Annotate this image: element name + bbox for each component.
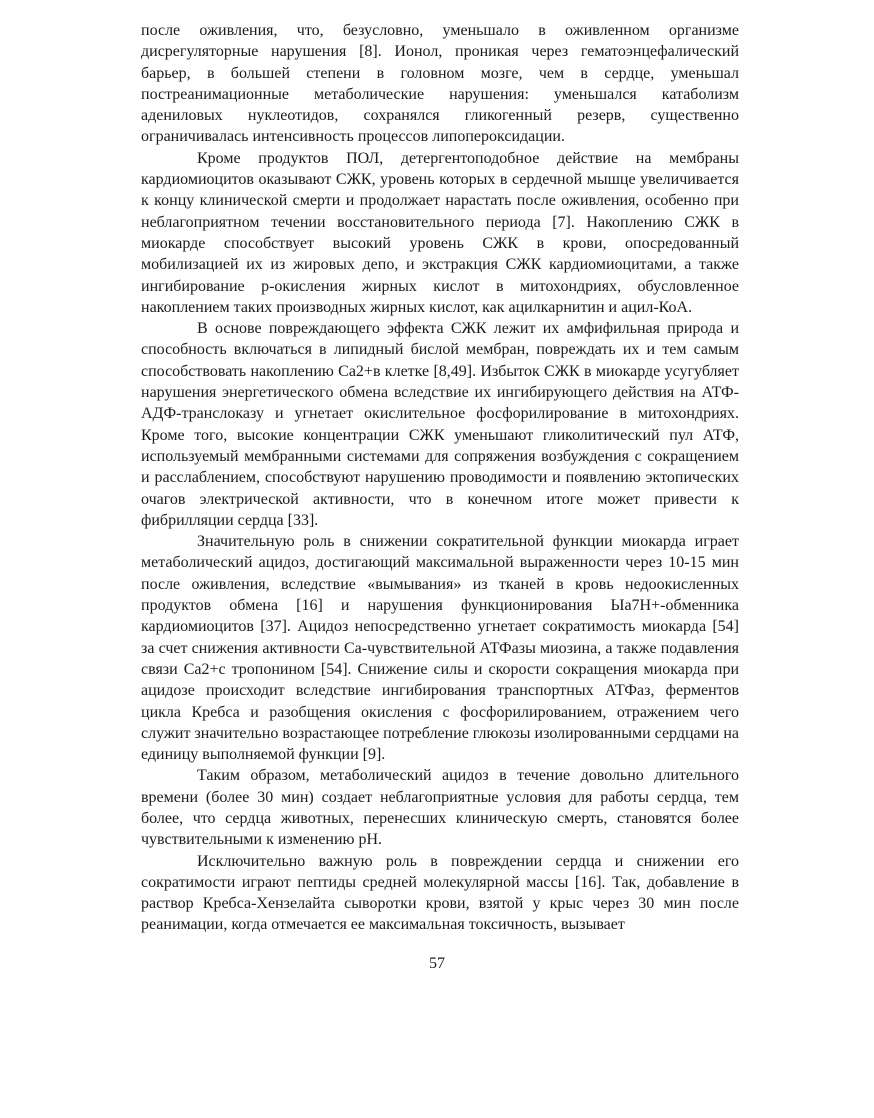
page-number: 57 [429, 955, 445, 972]
paragraph-continuation: после оживления, что, безусловно, уменьшало в оживленном организме дисрегуляторные нарушения [8]. Ионол, проникая через гематоэнцефалический барьер, в большей степени в головном мозге, чем в сердце, уменьшал постреанимационные метаболические нарушения: уменьшался катаболизм адениловых нуклеотидов, сохранялся гликогенный резерв, существенно ограничивалась интенсивность процессов липопероксидации. [141, 22, 739, 146]
body-text [141, 20, 739, 936]
paragraph-peptides: Исключительно важную роль в повреждении сердца и снижении его сократимости играют пептиды средней молекулярной массы [16]. Так, добавление в раствор Кребса-Хензелайта сыворотки крови, взятой у крыс через 30 мин после реанимации, когда отмечается ее максимальная токсичность, вызывает [141, 852, 739, 934]
paragraph-acidosis: Значительную роль в снижении сократительной функции миокарда играет метаболический ацидоз, достигающий максимальной выраженности через 10-15 мин после оживления, вследствие «вымывания» из тканей в кровь недоокисленных продуктов обмена [16] и нарушения функционирования Ыа7Н+-обменника кардиомиоцитов [37]. Ацидоз непосредственно угнетает сократимость миокарда [54] за счет снижения активности Са-чувствительной АТФазы миозина, а также подавления связи Са2+с тропонином [54]. Снижение силы и скорости сокращения миокарда при ацидозе происходит вследствие ингибирования транспортных АТФаз, ферментов цикла Кребса и разобщения окисления с фосфорилированием, отражением чего служит значительно возрастающее потребление глюкозы изолированными сердцами на единицу выполняемой функции [9]. [141, 533, 739, 764]
paragraph-conclusion: Таким образом, метаболический ацидоз в течение довольно длительного времени (более 30 мин) создает неблагоприятные условия для работы сердца, тем более, что сердца животных, перенесших клиническую смерть, становятся более чувствительными к изменению рН. [141, 767, 739, 849]
paragraph-ffa-damage: В основе повреждающего эффекта СЖК лежит их амфифильная природа и способность включаться в липидный бислой мембран, повреждать их и тем самым способствовать накоплению Са2+в клетке [8,49]. Избыток СЖК в миокарде усугубляет нарушения энергетического обмена вследствие их ингибирующего действия на АТФ-АДФ-транслоказу и угнетает окислительное фосфорилирование в митохондриях. Кроме того, высокие концентрации СЖК уменьшают гликолитический пул АТФ, используемый мембранными системами для сопряжения возбуждения с сокращением и расслаблением, способствуют нарушению проводимости и появлению эктопических очагов электрической активности, что в конечном итоге может привести к фибрилляции сердца [33]. [141, 320, 739, 529]
paragraph-ffa-membranes: Кроме продуктов ПОЛ, детергентоподобное действие на мембраны кардиомиоцитов оказывают СЖК, уровень которых в сердечной мышце увеличивается к концу клинической смерти и продолжает нарастать после оживления, особенно при неблагоприятном течении восстановительного периода [7]. Накоплению СЖК в миокарде способствует высокий уровень СЖК в крови, опосредованный мобилизацией их из жировых депо, и экстракция СЖК кардиомиоцитами, а также ингибирование р-окисления жирных кислот в митохондриях, обусловленное накоплением таких производных жирных кислот, как ацилкарнитин и ацил-КоА. [141, 149, 739, 316]
